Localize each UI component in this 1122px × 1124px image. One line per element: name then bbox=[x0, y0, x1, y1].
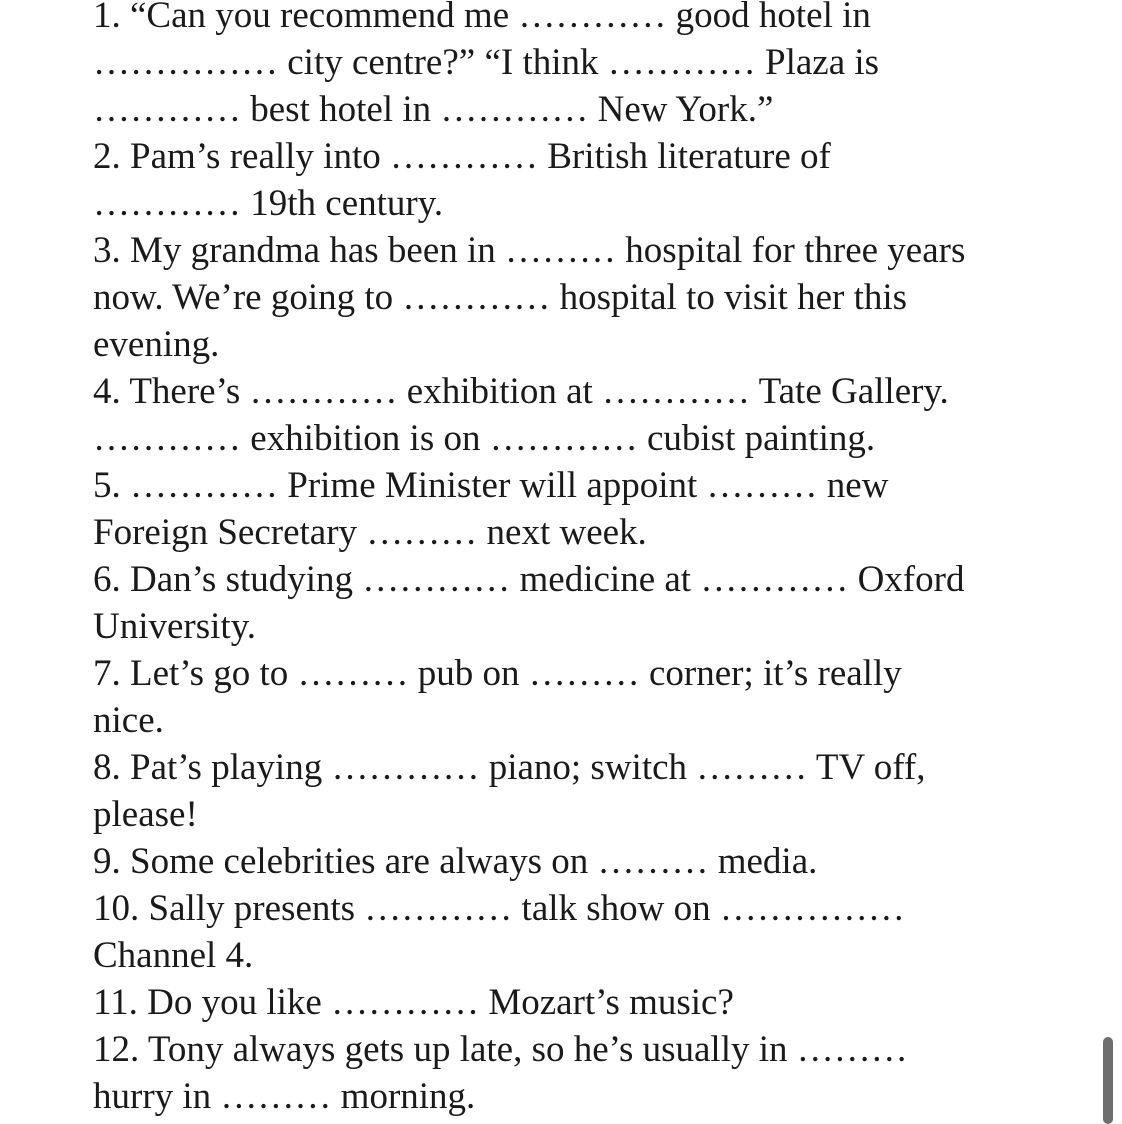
exercise-line: please! bbox=[93, 794, 198, 835]
exercise-line: hurry in ……… morning. bbox=[93, 1076, 476, 1117]
exercise-line: 7. Let’s go to ……… pub on ……… corner; it’s really bbox=[93, 653, 902, 694]
exercise-line: 10. Sally presents ………… talk show on …………… bbox=[93, 888, 905, 929]
vertical-scrollbar[interactable] bbox=[1103, 1037, 1113, 1124]
exercise-text bbox=[93, 0, 1103, 1120]
exercise-line: 9. Some celebrities are always on ……… media. bbox=[93, 841, 818, 882]
exercise-line: ………… 19th century. bbox=[93, 183, 444, 224]
exercise-line: 6. Dan’s studying ………… medicine at ………… Oxford bbox=[93, 559, 965, 600]
exercise-line: 3. My grandma has been in ……… hospital for three years bbox=[93, 230, 966, 271]
exercise-line: 11. Do you like ………… Mozart’s music? bbox=[93, 982, 734, 1023]
exercise-line: 5. ………… Prime Minister will appoint ……… new bbox=[93, 465, 889, 506]
exercise-line: now. We’re going to ………… hospital to visit her this bbox=[93, 277, 908, 318]
exercise-line: 8. Pat’s playing ………… piano; switch ……… TV off, bbox=[93, 747, 926, 788]
exercise-line: evening. bbox=[93, 324, 220, 365]
exercise-line: 4. There’s ………… exhibition at ………… Tate Gallery. bbox=[93, 371, 949, 412]
exercise-line: ………… best hotel in ………… New York.” bbox=[93, 89, 774, 130]
exercise-line: Channel 4. bbox=[93, 935, 254, 976]
exercise-line: 2. Pam’s really into ………… British literature of bbox=[93, 136, 831, 177]
exercise-line: 1. “Can you recommend me ………… good hotel in bbox=[93, 0, 871, 36]
exercise-line: nice. bbox=[93, 700, 164, 741]
exercise-line: 12. Tony always gets up late, so he’s usually in ……… bbox=[93, 1029, 908, 1070]
exercise-line: University. bbox=[93, 606, 257, 647]
exercise-line: …………… city centre?” “I think ………… Plaza is bbox=[93, 42, 880, 83]
exercise-line: Foreign Secretary ……… next week. bbox=[93, 512, 647, 553]
exercise-line: ………… exhibition is on ………… cubist painting. bbox=[93, 418, 876, 459]
